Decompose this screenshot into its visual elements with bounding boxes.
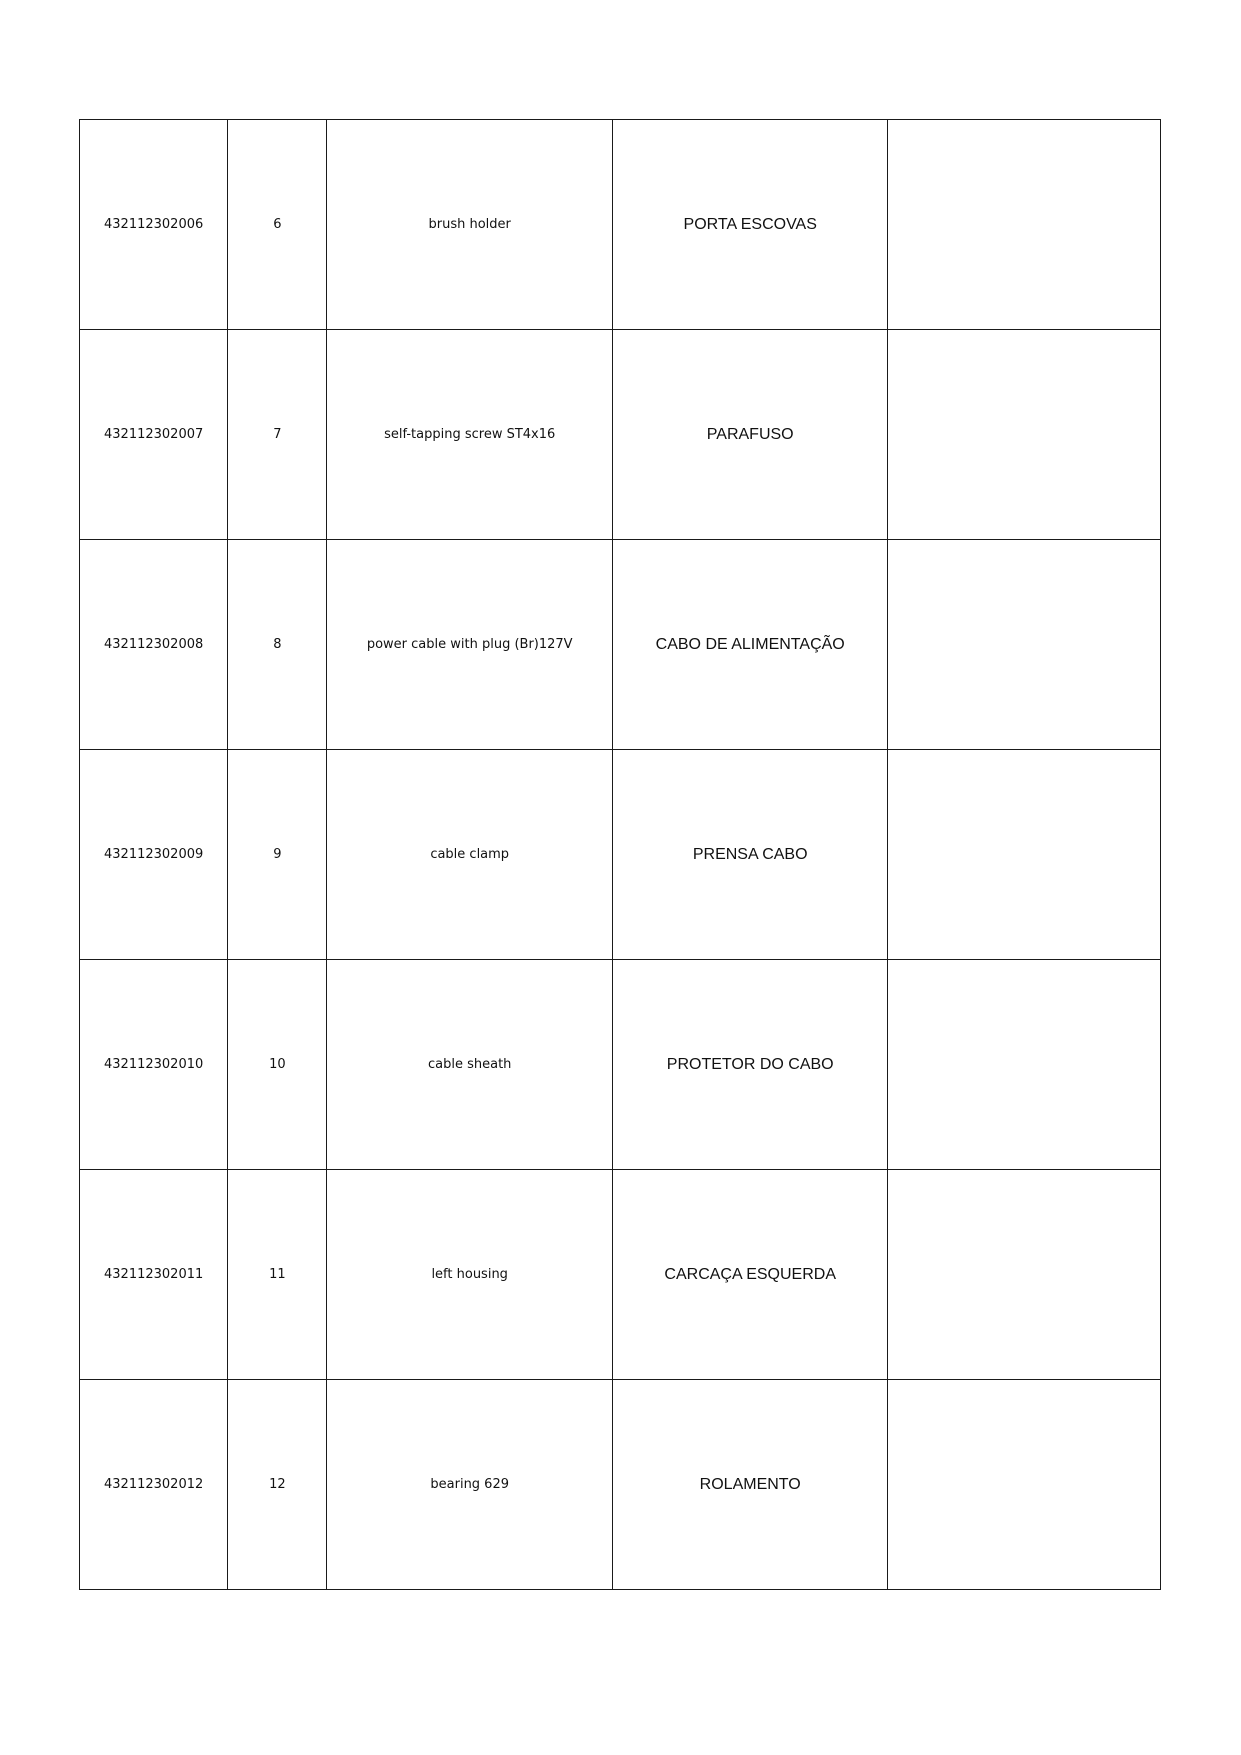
description-pt-cell: CARCAÇA ESQUERDA [612, 1170, 888, 1380]
empty-cell [888, 1170, 1161, 1380]
item-number-cell: 8 [228, 540, 327, 750]
table-row [80, 540, 1161, 750]
description-pt-cell: CABO DE ALIMENTAÇÃO [612, 540, 888, 750]
description-cell: self-tapping screw ST4x16 [327, 330, 613, 540]
description-pt-cell: PROTETOR DO CABO [612, 960, 888, 1170]
table-row [80, 1170, 1161, 1380]
parts-table [79, 119, 1161, 1590]
part-code-cell: 432112302008 [80, 540, 228, 750]
empty-cell [888, 1380, 1161, 1590]
part-code-cell: 432112302006 [80, 120, 228, 330]
table-row [80, 750, 1161, 960]
table-row [80, 960, 1161, 1170]
item-number-cell: 6 [228, 120, 327, 330]
description-pt-cell: PARAFUSO [612, 330, 888, 540]
description-cell: brush holder [327, 120, 613, 330]
part-code-cell: 432112302010 [80, 960, 228, 1170]
empty-cell [888, 750, 1161, 960]
table-row [80, 330, 1161, 540]
table-row [80, 120, 1161, 330]
description-cell: bearing 629 [327, 1380, 613, 1590]
item-number-cell: 11 [228, 1170, 327, 1380]
item-number-cell: 9 [228, 750, 327, 960]
empty-cell [888, 330, 1161, 540]
description-cell: power cable with plug (Br)127V [327, 540, 613, 750]
item-number-cell: 7 [228, 330, 327, 540]
description-pt-cell: PORTA ESCOVAS [612, 120, 888, 330]
part-code-cell: 432112302007 [80, 330, 228, 540]
part-code-cell: 432112302012 [80, 1380, 228, 1590]
empty-cell [888, 540, 1161, 750]
description-pt-cell: PRENSA CABO [612, 750, 888, 960]
parts-table-body [80, 120, 1161, 1590]
description-cell: left housing [327, 1170, 613, 1380]
part-code-cell: 432112302011 [80, 1170, 228, 1380]
description-cell: cable sheath [327, 960, 613, 1170]
item-number-cell: 12 [228, 1380, 327, 1590]
empty-cell [888, 120, 1161, 330]
table-row [80, 1380, 1161, 1590]
description-pt-cell: ROLAMENTO [612, 1380, 888, 1590]
empty-cell [888, 960, 1161, 1170]
item-number-cell: 10 [228, 960, 327, 1170]
description-cell: cable clamp [327, 750, 613, 960]
part-code-cell: 432112302009 [80, 750, 228, 960]
